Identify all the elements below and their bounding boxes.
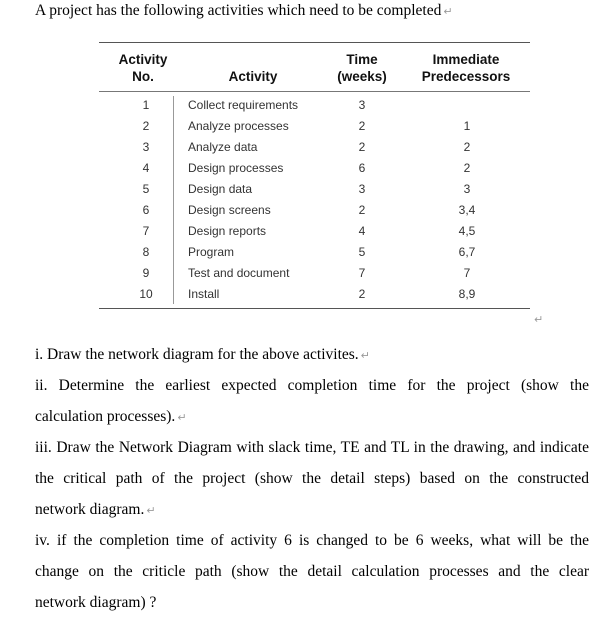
paragraph-mark-icon: ↵: [360, 349, 370, 362]
header-predecessors: [410, 51, 522, 85]
header-time-line1: Time: [346, 52, 378, 67]
paragraph-mark-icon: ↵: [146, 504, 156, 517]
cell-time: 4: [358, 224, 366, 238]
cell-predecessors: 7: [463, 266, 471, 280]
cell-activity: Test and document: [188, 266, 290, 280]
cell-time: 2: [358, 140, 366, 154]
cell-activity-no: 3: [142, 140, 150, 154]
header-activity: [203, 68, 303, 85]
header-activity-no-line1: Activity: [118, 52, 168, 67]
cell-time: 7: [358, 266, 366, 280]
cell-time: 2: [358, 119, 366, 133]
cell-predecessors: 3: [463, 182, 471, 196]
question-3-line-2: the critical path of the project (show the detail steps) based on the constructed: [35, 470, 589, 487]
cell-time: 2: [358, 203, 366, 217]
cell-activity: Design reports: [188, 224, 267, 238]
cell-activity: Analyze processes: [188, 119, 289, 133]
cell-time: 3: [358, 98, 366, 112]
cell-activity: Design screens: [188, 203, 271, 217]
cell-activity: Design processes: [188, 161, 284, 175]
cell-activity-no: 6: [142, 203, 150, 217]
cell-activity-no: 8: [142, 245, 150, 259]
paragraph-mark-icon: ↵: [177, 411, 187, 424]
question-4-line-1: iv. if the completion time of activity 6 is changed to be 6 weeks, what will be the: [35, 532, 589, 549]
table-row: [99, 137, 530, 158]
table-bottom-rule: [99, 308, 530, 309]
cell-time: 3: [358, 182, 366, 196]
table-row: [99, 158, 530, 179]
cell-predecessors: 8,9: [458, 287, 476, 301]
table-header-rule: [99, 91, 530, 92]
cell-time: 5: [358, 245, 366, 259]
table-row: [99, 221, 530, 242]
header-predecessors-line2: Predecessors: [421, 69, 511, 84]
table-row: [99, 242, 530, 263]
question-3-line-1: iii. Draw the Network Diagram with slack time, TE and TL in the drawing, and indicate: [35, 439, 589, 456]
table-row: [99, 95, 530, 116]
cell-predecessors: 2: [463, 140, 471, 154]
cell-predecessors: 3,4: [458, 203, 476, 217]
cell-time: 6: [358, 161, 366, 175]
intro-line: [35, 0, 453, 23]
cell-predecessors: 2: [463, 161, 471, 175]
intro-text: A project has the following activities which need to be completed: [35, 2, 442, 19]
header-time: [324, 51, 400, 85]
question-3-line-3-wrap: [35, 494, 589, 526]
table-row: [99, 179, 530, 200]
cell-activity: Program: [188, 245, 235, 259]
question-1: [35, 339, 589, 371]
cell-predecessors: 6,7: [458, 245, 476, 259]
cell-activity: Analyze data: [188, 140, 258, 154]
cell-activity: Collect requirements: [188, 98, 299, 112]
cell-activity-no: 5: [142, 182, 150, 196]
question-4: [35, 525, 589, 618]
question-3: [35, 432, 589, 526]
paragraph-mark-icon: ↵: [534, 313, 544, 326]
cell-activity-no: 9: [142, 266, 150, 280]
cell-predecessors: 4,5: [458, 224, 476, 238]
cell-activity-no: 1: [142, 98, 150, 112]
header-time-line2: (weeks): [337, 69, 387, 84]
question-2-line-1: ii. Determine the earliest expected completion time for the project (show the: [35, 377, 589, 394]
header-activity-no: [103, 51, 183, 85]
table-top-rule: [99, 42, 530, 43]
question-1-text: i. Draw the network diagram for the above activites.: [35, 346, 359, 363]
header-activity-label: Activity: [228, 69, 278, 84]
table-row: [99, 284, 530, 305]
question-3-line-3: network diagram.: [35, 501, 145, 518]
cell-activity-no: 2: [142, 119, 150, 133]
cell-predecessors: 1: [463, 119, 471, 133]
cell-activity-no: 7: [142, 224, 150, 238]
question-4-line-2: change on the criticle path (show the detail calculation processes and the clear: [35, 563, 589, 580]
question-4-line-3: network diagram) ?: [35, 594, 157, 611]
question-2-line-2-wrap: [35, 401, 589, 433]
table-row: [99, 116, 530, 137]
question-2-line-2: calculation processes).: [35, 408, 176, 425]
cell-time: 2: [358, 287, 366, 301]
cell-activity-no: 4: [142, 161, 150, 175]
question-2: [35, 370, 589, 433]
cell-activity: Install: [188, 287, 220, 301]
cell-activity: Design data: [188, 182, 253, 196]
table-row: [99, 200, 530, 221]
header-predecessors-line1: Immediate: [432, 52, 500, 67]
table-row: [99, 263, 530, 284]
cell-activity-no: 10: [139, 287, 153, 301]
paragraph-mark-icon: ↵: [443, 5, 453, 18]
table-body: [99, 95, 530, 305]
header-activity-no-line2: No.: [132, 69, 154, 84]
